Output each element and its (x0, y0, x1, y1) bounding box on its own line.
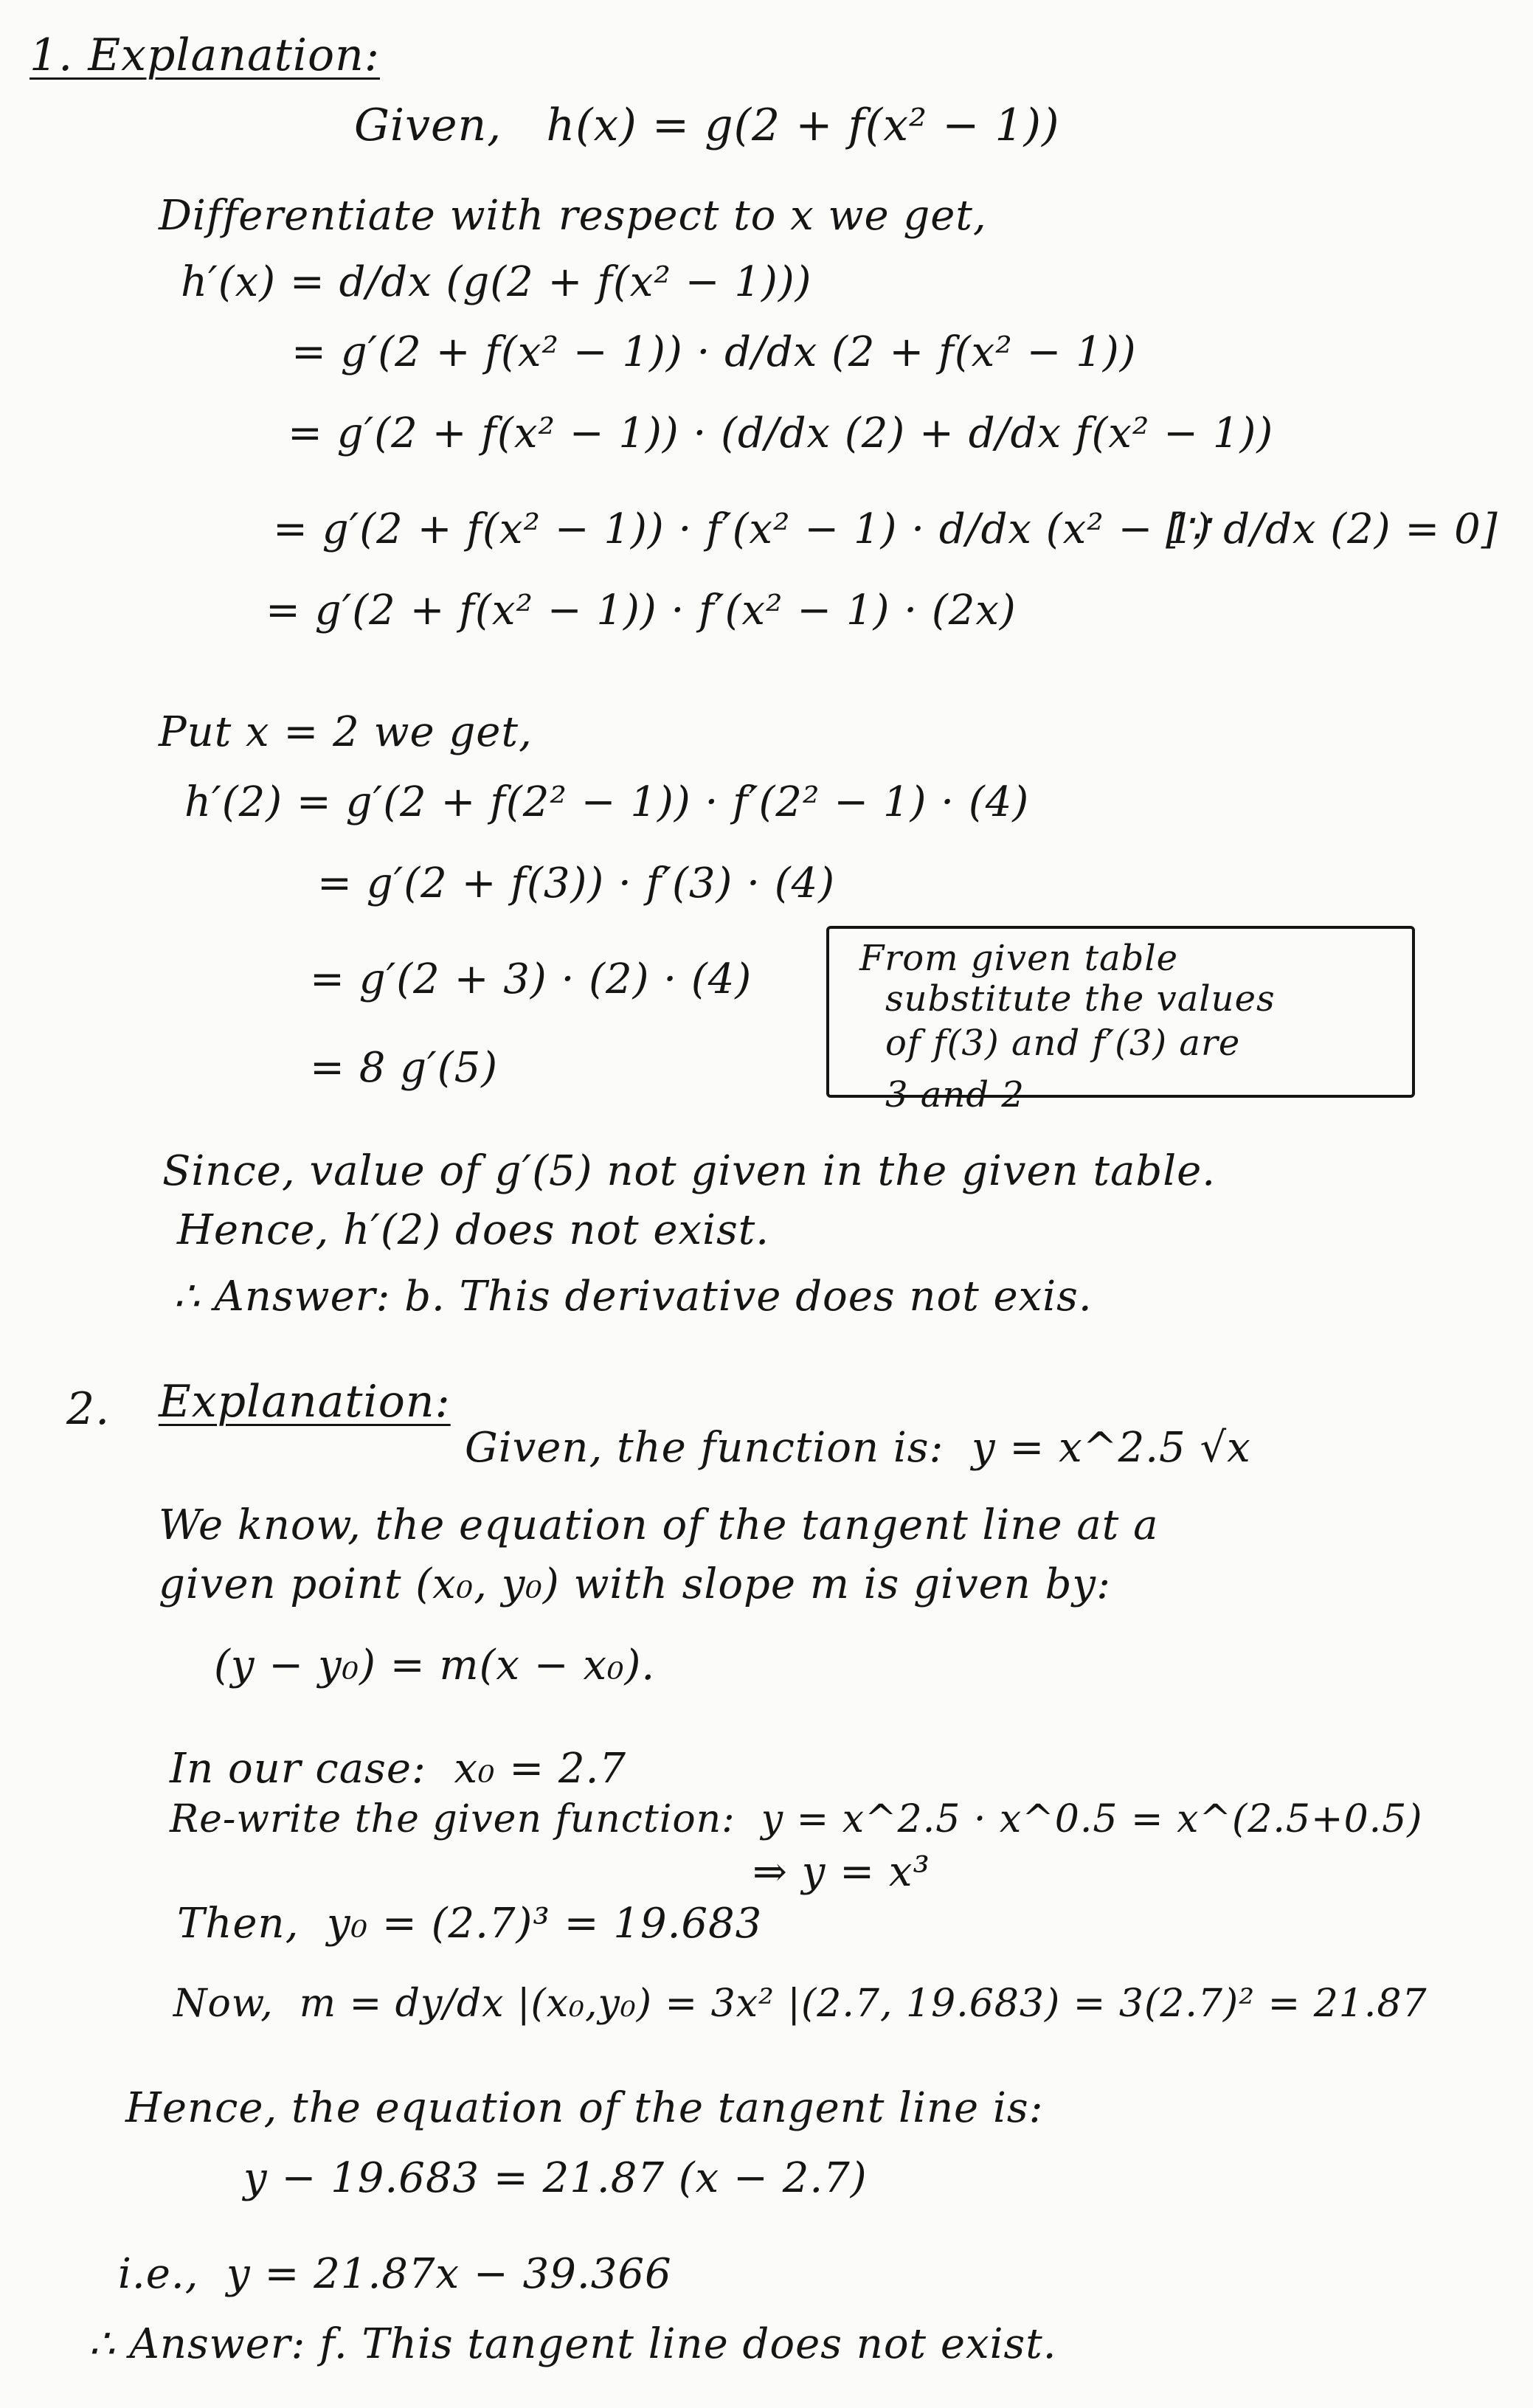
q1-sub-2: = g′(2 + 3) · (2) · (4) (310, 955, 752, 1003)
q2-y0: Then, y₀ = (2.7)³ = 19.683 (177, 1900, 763, 1948)
q2-point-slope: (y − y₀) = m(x − x₀). (214, 1641, 656, 1689)
q1-hence: Hence, h′(2) does not exist. (177, 1206, 770, 1254)
q2-heading: Explanation: (159, 1376, 451, 1428)
q2-tangent-intro-1: We know, the equation of the tangent line at a (159, 1501, 1159, 1549)
q1-sub-1: = g′(2 + f(3)) · f′(3) · (4) (317, 859, 836, 907)
note-line-1: From given table (859, 938, 1179, 979)
q1-step-1: h′(x) = d/dx (g(2 + f(x² − 1))) (181, 258, 812, 306)
q2-tangent-intro-2: given point (x₀, y₀) with slope m is given by: (159, 1560, 1111, 1608)
q1-step-3: = g′(2 + f(x² − 1)) · (d/dx (2) + d/dx f(x² − 1)) (288, 409, 1274, 457)
q2-hence: Hence, the equation of the tangent line is: (125, 2084, 1044, 2132)
q2-y-cubed: ⇒ y = x³ (752, 1848, 930, 1896)
q2-rewrite: Re-write the given function: y = x^2.5 · x^0.5 = x^(2.5+0.5) (170, 1797, 1423, 1841)
q1-step-4: = g′(2 + f(x² − 1)) · f′(x² − 1) · d/dx (x² − 1) (273, 505, 1211, 553)
note-line-3: of f(3) and f′(3) are (885, 1023, 1241, 1064)
q1-step-2: = g′(2 + f(x² − 1)) · d/dx (2 + f(x² − 1)) (291, 328, 1137, 376)
q2-simplified: i.e., y = 21.87x − 39.366 (118, 2250, 672, 2298)
note-line-4: 3 and 2 (885, 1074, 1025, 1115)
q1-answer: ∴ Answer: b. This derivative does not exis. (173, 1273, 1093, 1321)
q1-step-4-note: [∵ d/dx (2) = 0] (1166, 505, 1498, 553)
q2-answer: ∴ Answer: f. This tangent line does not exist. (89, 2320, 1057, 2368)
q1-heading: 1. Explanation: (30, 30, 381, 81)
q1-differentiate: Differentiate with respect to x we get, (159, 192, 987, 240)
q1-put-x: Put x = 2 we get, (159, 708, 533, 756)
note-line-2: substitute the values (885, 978, 1276, 1020)
q2-case: In our case: x₀ = 2.7 (170, 1745, 627, 1793)
q2-tangent-eq: y − 19.683 = 21.87 (x − 2.7) (243, 2154, 868, 2202)
q1-since: Since, value of g′(5) not given in the given table. (162, 1147, 1217, 1195)
q1-sub-3: = 8 g′(5) (310, 1044, 499, 1092)
q2-slope: Now, m = dy/dx |(x₀,y₀) = 3x² |(2.7, 19.683) = 3(2.7)² = 21.87 (173, 1982, 1428, 2026)
q1-given: Given, h(x) = g(2 + f(x² − 1)) (354, 100, 1060, 151)
q2-number: 2. (66, 1383, 111, 1435)
q1-h-prime-2: h′(2) = g′(2 + f(2² − 1)) · f′(2² − 1) · (4) (184, 778, 1030, 826)
q1-step-5: = g′(2 + f(x² − 1)) · f′(x² − 1) · (2x) (266, 587, 1017, 634)
q2-given: Given, the function is: y = x^2.5 √x (465, 1424, 1251, 1472)
